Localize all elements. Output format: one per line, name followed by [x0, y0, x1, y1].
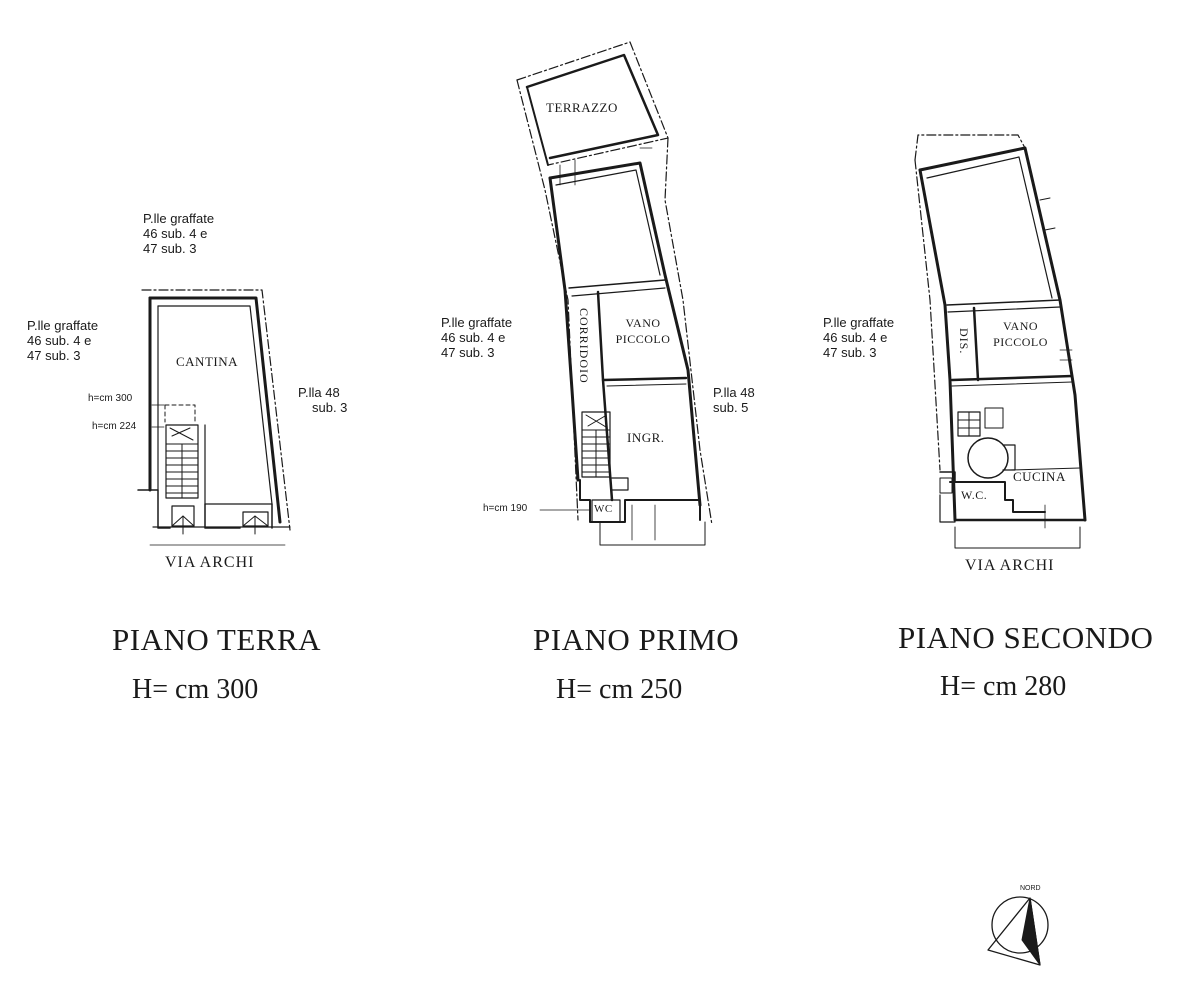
street-label: VIA ARCHI — [165, 554, 255, 571]
room-disimpegno: DIS. — [957, 328, 971, 355]
note-line: sub. 3 — [312, 400, 348, 415]
note-line: 46 sub. 4 e — [823, 330, 888, 345]
floor-height: H= cm 300 — [132, 674, 259, 705]
floor-title: PIANO SECONDO — [898, 620, 1154, 655]
note-line: P.lla 48 — [298, 385, 340, 400]
floor-height: H= cm 280 — [940, 671, 1067, 702]
height-note: h=cm 190 — [483, 503, 528, 514]
room-corridoio: CORRIDOIO — [577, 308, 591, 384]
room-terrazzo: TERRAZZO — [546, 100, 618, 115]
note-line: 47 sub. 3 — [27, 348, 81, 363]
note-line: P.lle graffate — [143, 211, 215, 226]
ground-parcel-note-right — [298, 385, 347, 415]
first-parcel-note-left — [441, 315, 512, 360]
note-line: 47 sub. 3 — [823, 345, 877, 360]
note-line: sub. 5 — [713, 400, 749, 415]
room-label-line: VANO — [625, 316, 661, 330]
room-wc: W.C. — [961, 488, 988, 502]
height-note: h=cm 224 — [92, 421, 137, 432]
note-line: P.lle graffate — [27, 318, 99, 333]
note-line: P.lle graffate — [823, 315, 895, 330]
room-vano-piccolo — [608, 315, 678, 347]
north-arrow-icon — [988, 897, 1048, 965]
room-cantina: CANTINA — [176, 354, 238, 369]
ground-parcel-note-left — [27, 318, 98, 363]
compass-label: NORD — [1020, 885, 1041, 892]
height-note: h=cm 300 — [88, 393, 133, 404]
floor-title: PIANO TERRA — [112, 622, 322, 657]
street-label: VIA ARCHI — [965, 557, 1055, 574]
note-line: 46 sub. 4 e — [143, 226, 208, 241]
plan-first-floor — [517, 42, 712, 545]
first-parcel-note-right — [713, 385, 755, 415]
room-vano-piccolo — [983, 318, 1058, 350]
note-line: 46 sub. 4 e — [441, 330, 506, 345]
note-line: P.lla 48 — [713, 385, 755, 400]
room-label-line: PICCOLO — [615, 332, 671, 346]
room-label-line: PICCOLO — [993, 335, 1048, 349]
ground-parcel-note-top — [143, 211, 214, 256]
note-line: 46 sub. 4 e — [27, 333, 92, 348]
room-ingresso: INGR. — [627, 430, 665, 445]
note-line: P.lle graffate — [441, 315, 513, 330]
room-wc: WC — [594, 503, 613, 515]
second-parcel-note-left — [823, 315, 894, 360]
plan-ground-floor — [138, 290, 290, 545]
room-cucina: CUCINA — [1013, 469, 1066, 484]
room-label-line: VANO — [1002, 319, 1039, 333]
floor-height: H= cm 250 — [556, 674, 683, 705]
note-line: 47 sub. 3 — [441, 345, 495, 360]
note-line: 47 sub. 3 — [143, 241, 197, 256]
floor-title: PIANO PRIMO — [533, 622, 740, 657]
